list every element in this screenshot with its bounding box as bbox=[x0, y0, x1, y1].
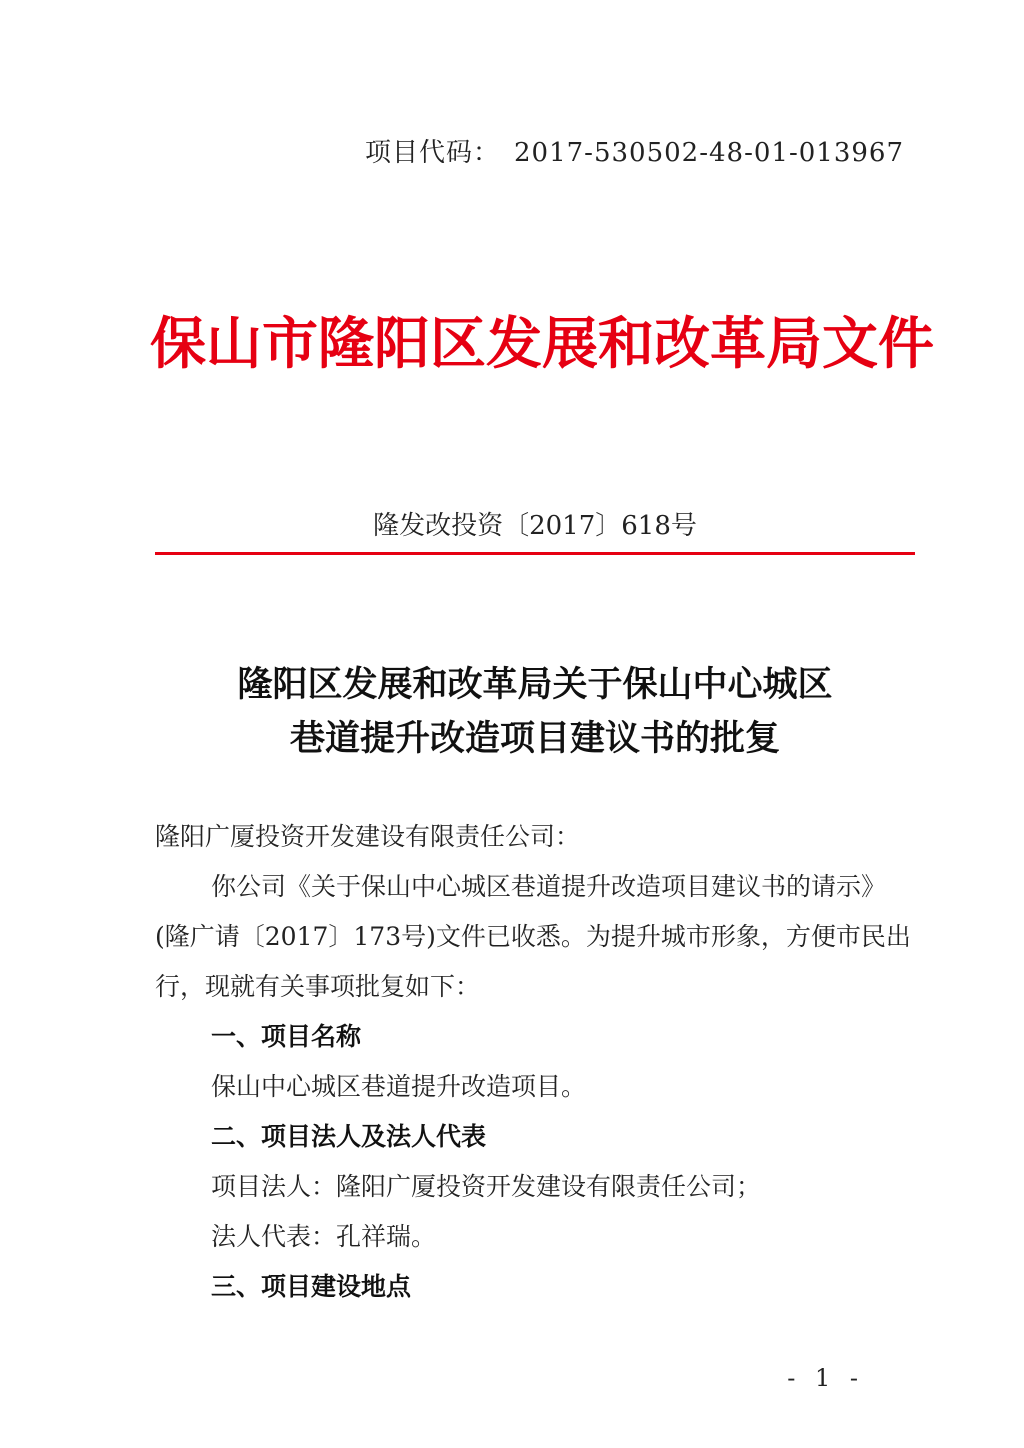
page-number: - 1 - bbox=[787, 1364, 864, 1392]
document-title-line-2: 巷道提升改造项目建议书的批复 bbox=[289, 718, 780, 759]
section-1-heading: 一、项目名称 bbox=[211, 1022, 362, 1051]
issuing-organization-header: 保山市隆阳区发展和改革局文件 bbox=[150, 312, 934, 377]
project-code-label: 项目代码： bbox=[365, 138, 501, 168]
document-number: 隆发改投资〔2017〕618号 bbox=[373, 511, 697, 541]
project-code bbox=[365, 132, 904, 169]
project-code-value: 2017-530502-48-01-013967 bbox=[514, 138, 904, 168]
section-2-heading: 二、项目法人及法人代表 bbox=[211, 1122, 487, 1151]
section-1-text: 保山中心城区巷道提升改造项目。 bbox=[211, 1072, 587, 1101]
document-title-line-1: 隆阳区发展和改革局关于保山中心城区 bbox=[237, 664, 833, 705]
document-body bbox=[155, 812, 915, 1312]
section-2-legal-representative: 法人代表：孔祥瑞。 bbox=[211, 1222, 437, 1251]
document-title bbox=[120, 658, 950, 766]
section-3-heading: 三、项目建设地点 bbox=[211, 1272, 412, 1301]
red-divider-line bbox=[155, 552, 915, 555]
section-2-legal-entity: 项目法人：隆阳广厦投资开发建设有限责任公司； bbox=[211, 1172, 762, 1201]
intro-paragraph: 你公司《关于保山中心城区巷道提升改造项目建议书的请示》(隆广请〔2017〕173号)文件已收悉。为提升城市形象，方便市民出行，现就有关事项批复如下： bbox=[155, 872, 911, 1001]
addressee: 隆阳广厦投资开发建设有限责任公司： bbox=[155, 822, 581, 851]
